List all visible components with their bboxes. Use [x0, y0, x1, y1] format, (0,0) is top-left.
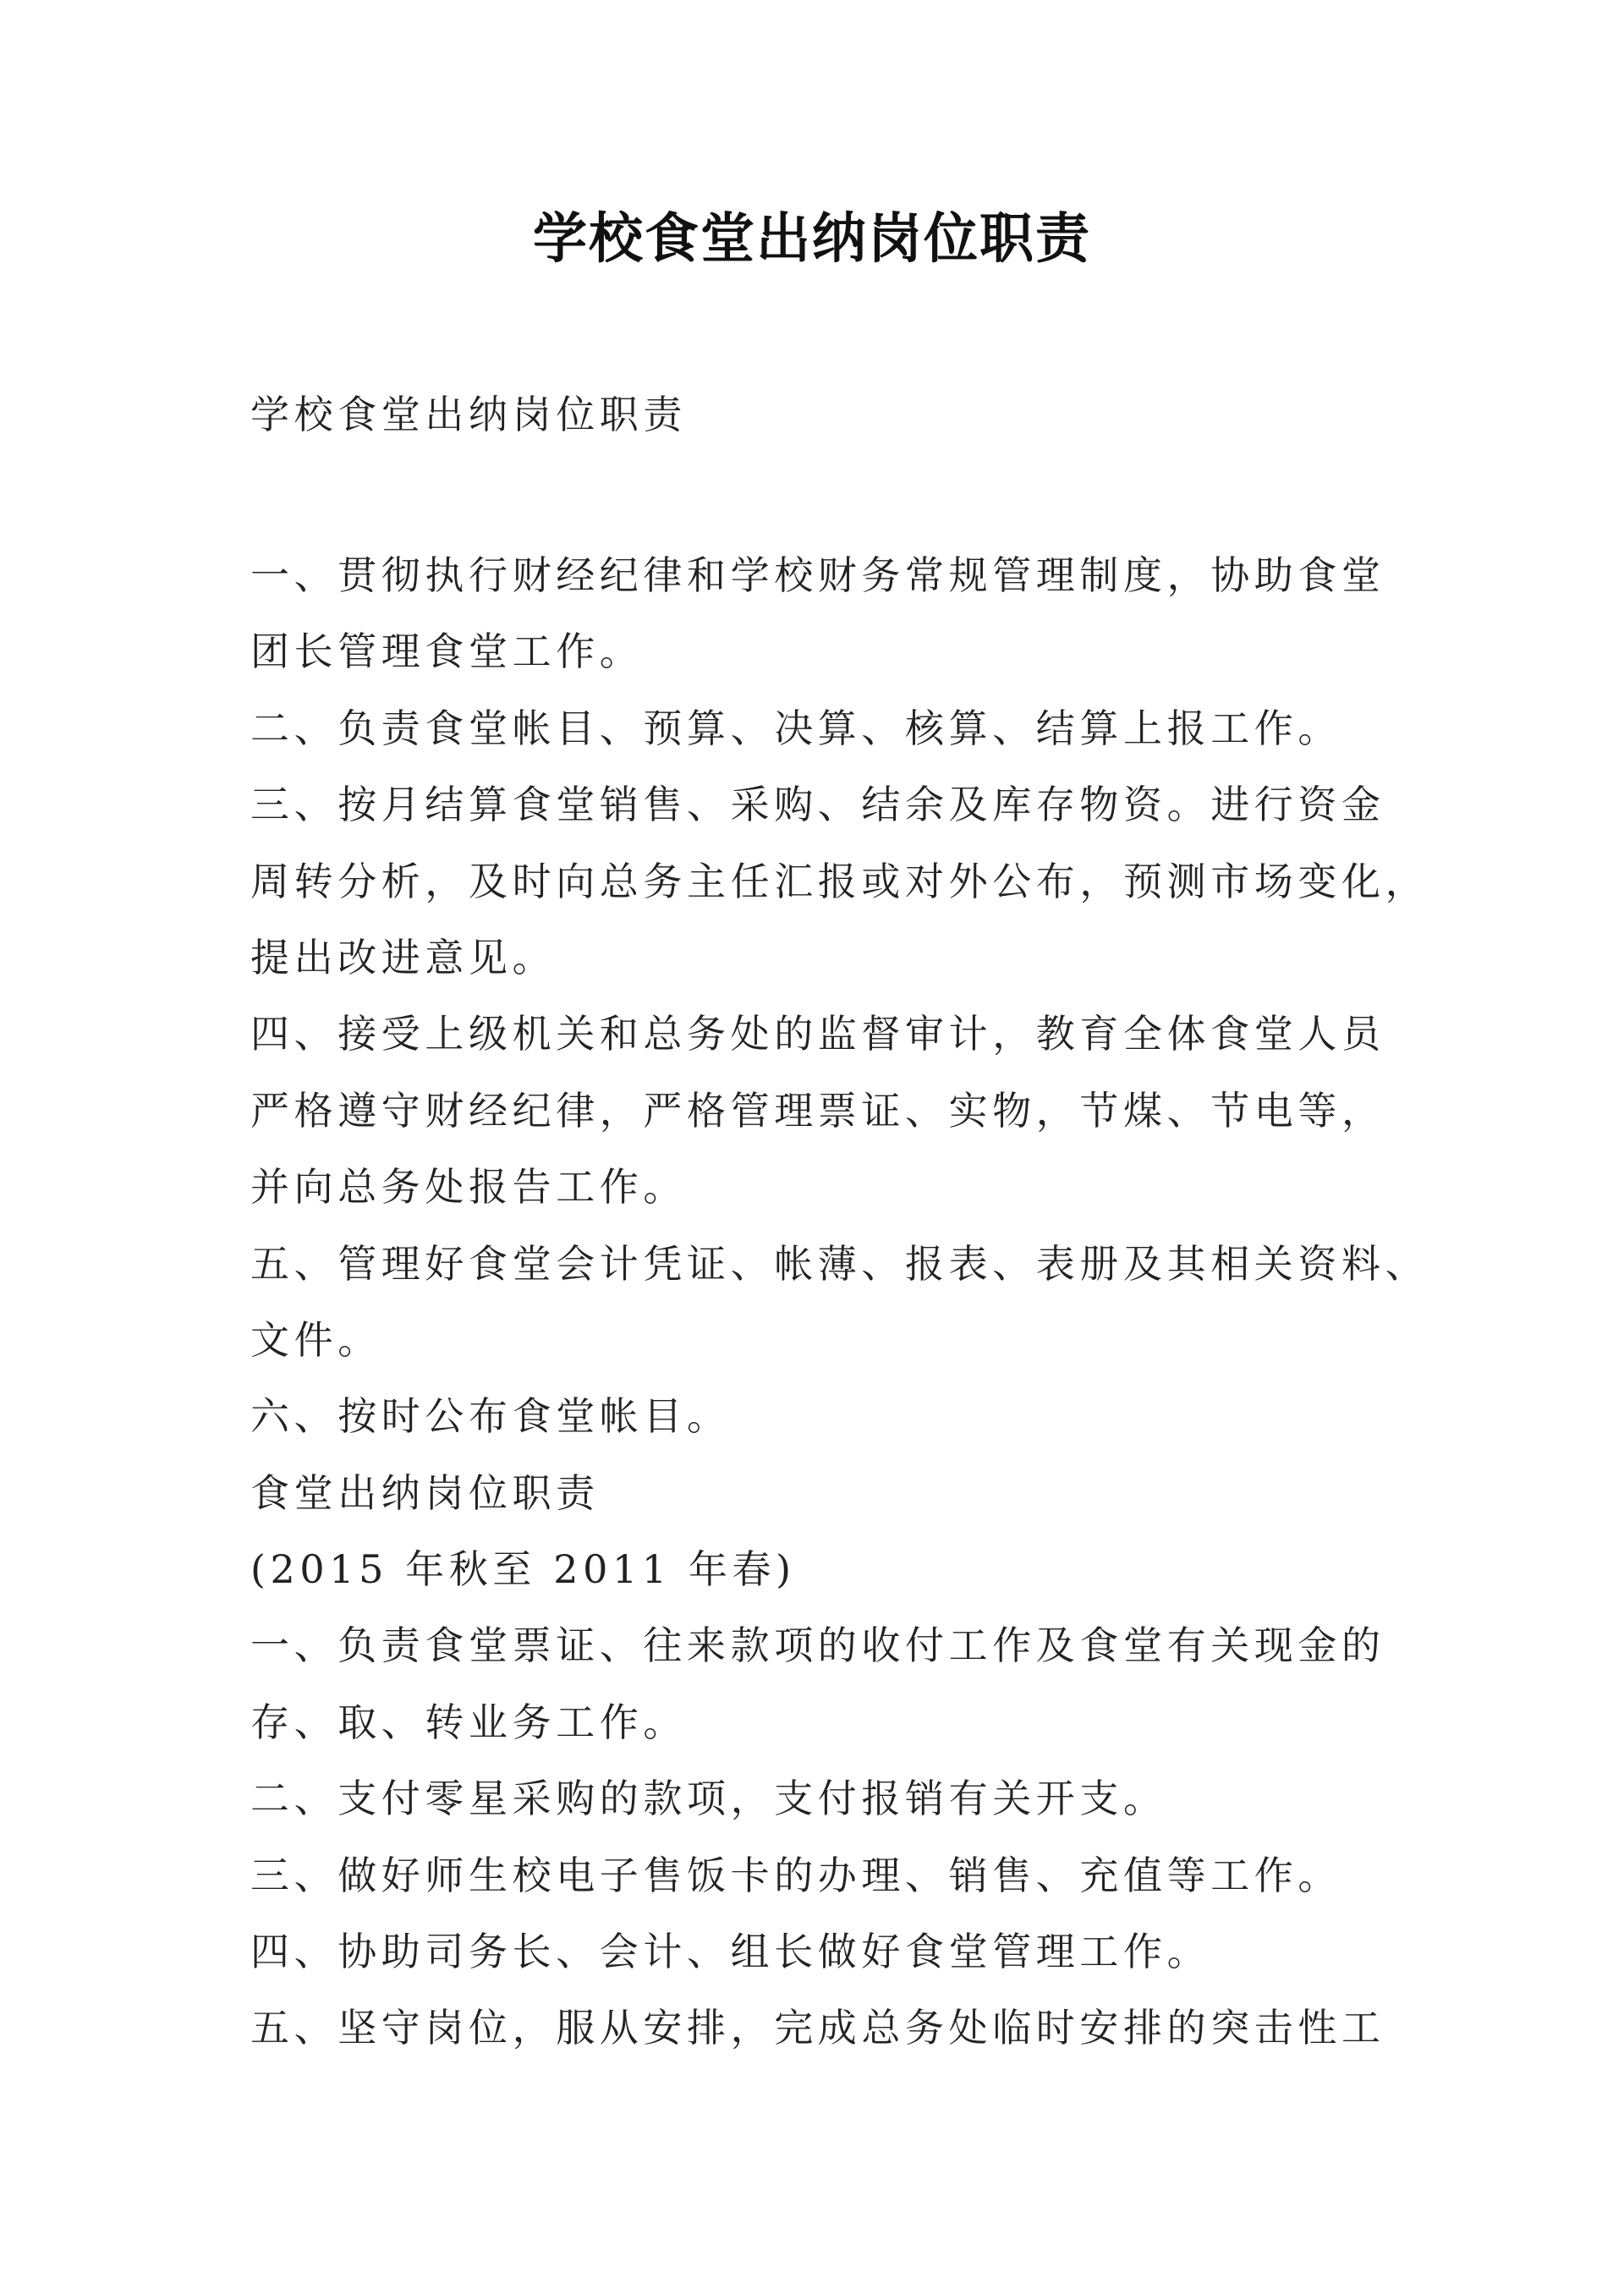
paragraph-line: 文件。 — [250, 1316, 381, 1363]
paragraph-line: 二、支付零星采购的款项，支付报销有关开支。 — [250, 1776, 1167, 1822]
document-body — [250, 537, 1429, 2067]
section-heading: 食堂出纳岗位职责 — [250, 1469, 600, 1516]
paragraph-line: 二、负责食堂帐目、预算、决算、核算、结算上报工作。 — [250, 705, 1341, 751]
paragraph-line: 团长管理食堂工作。 — [250, 629, 644, 675]
paragraph-line: 存、取、转业务工作。 — [250, 1699, 687, 1745]
paragraph-line: 周转分析，及时向总务主任汇报或对外公布，预测市场变化， — [250, 858, 1429, 904]
document-subtitle: 学校食堂出纳岗位职责 — [250, 392, 687, 437]
paragraph-line: 严格遵守财经纪律，严格管理票证、实物，节煤、节电等， — [250, 1087, 1385, 1134]
paragraph-line: 提出改进意见。 — [250, 934, 557, 980]
paragraph-line: 三、按月结算食堂销售、采购、结余及库存物资。进行资金 — [250, 782, 1385, 828]
paragraph-line: 一、贯彻执行财经纪律和学校财务常规管理制度，协助食堂 — [250, 552, 1385, 598]
paragraph-line: 并向总务处报告工作。 — [250, 1164, 687, 1211]
paragraph-line: 四、接受上级机关和总务处的监督审计，教育全体食堂人员 — [250, 1011, 1385, 1057]
paragraph-line: 六、按时公布食堂帐目。 — [250, 1393, 731, 1440]
date-range-note: (2015 年秋至 2011 年春) — [250, 1546, 796, 1593]
paragraph-line: 四、协助司务长、会计、组长做好食堂管理工作。 — [250, 1929, 1211, 1975]
paragraph-line: 五、坚守岗位，服从安排，完成总务处临时安排的突击性工 — [250, 2005, 1385, 2051]
document-title: 学校食堂出纳岗位职责 — [533, 207, 1091, 271]
paragraph-line: 三、做好师生校电子售饭卡的办理、销售、充值等工作。 — [250, 1852, 1341, 1898]
paragraph-line: 一、负责食堂票证、往来款项的收付工作及食堂有关现金的 — [250, 1622, 1385, 1669]
paragraph-line: 五、管理好食堂会计凭证、帐薄、报表、表册及其相关资料、 — [250, 1240, 1429, 1287]
